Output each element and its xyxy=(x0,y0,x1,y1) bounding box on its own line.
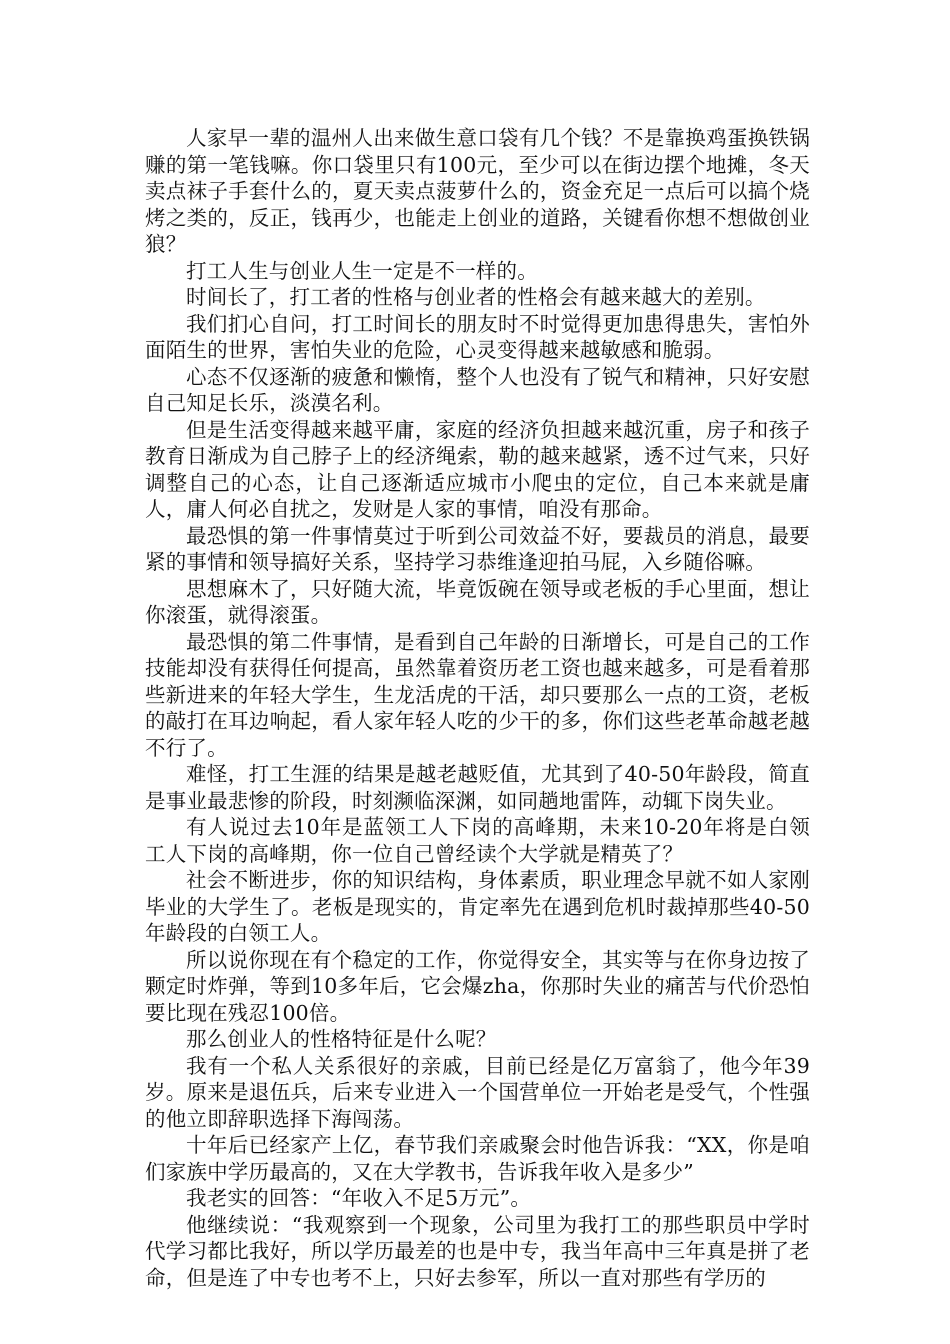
paragraph-16: 十年后已经家产上亿，春节我们亲戚聚会时他告诉我：“XX，你是咱们家族中学历最高的，又在大学教书，告诉我年收入是多少” xyxy=(145,1133,810,1184)
paragraph-17: 我老实的回答：“年收入不足5万元”。 xyxy=(186,1186,532,1210)
paragraph-11: 有人说过去10年是蓝领工人下岗的高峰期，未来10-20年将是白领工人下岗的高峰期，你一位自己曾经读个大学就是精英了？ xyxy=(145,815,810,866)
paragraph-6: 但是生活变得越来越平庸，家庭的经济负担越来越沉重，房子和孩子教育日渐成为自己脖子上的经济绳索，勒的越来越紧，透不过气来，只好调整自己的心态，让自己逐渐适应城市小爬虫的定位，自己本来就是庸人，庸人何必自扰之，发财是人家的事情，咱没有那命。 xyxy=(145,417,810,521)
paragraph-10: 难怪，打工生涯的结果是越老越贬值，尤其到了40-50年龄段，简直是事业最悲惨的阶段，时刻濒临深渊，如同趟地雷阵，动辄下岗失业。 xyxy=(145,762,810,813)
paragraph-1: 人家早一辈的温州人出来做生意口袋有几个钱？不是靠换鸡蛋换铁锅赚的第一笔钱嘛。你口袋里只有100元，至少可以在街边摆个地摊，冬天卖点袜子手套什么的，夏天卖点菠萝什么的，资金充足一点后可以搞个烧烤之类的，反正，钱再少，也能走上创业的道路，关键看你想不想做创业狼？ xyxy=(145,126,810,256)
paragraph-4: 我们扪心自问，打工时间长的朋友时不时觉得更加患得患失，害怕外面陌生的世界，害怕失业的危险，心灵变得越来越敏感和脆弱。 xyxy=(145,311,810,362)
paragraph-5: 心态不仅逐渐的疲惫和懒惰，整个人也没有了锐气和精神，只好安慰自己知足长乐，淡漠名利。 xyxy=(145,364,810,415)
paragraph-7: 最恐惧的第一件事情莫过于听到公司效益不好，要裁员的消息，最要紧的事情和领导搞好关系，坚持学习恭维逢迎拍马屁，入乡随俗嘛。 xyxy=(145,523,810,574)
paragraph-9: 最恐惧的第二件事情，是看到自己年龄的日渐增长，可是自己的工作技能却没有获得任何提高，虽然靠着资历老工资也越来越多，可是看着那些新进来的年轻大学生，生龙活虎的干活，却只要那么一点的工资，老板的敲打在耳边响起，看人家年轻人吃的少干的多，你们这些老革命越老越不行了。 xyxy=(145,629,810,760)
paragraph-13: 所以说你现在有个稳定的工作，你觉得安全，其实等与在你身边按了颗定时炸弹，等到10多年后，它会爆zha，你那时失业的痛苦与代价恐怕要比现在残忍100倍。 xyxy=(145,947,810,1025)
paragraph-8: 思想麻木了，只好随大流，毕竟饭碗在领导或老板的手心里面，想让你滚蛋，就得滚蛋。 xyxy=(145,576,810,627)
paragraph-3: 时间长了，打工者的性格与创业者的性格会有越来越大的差别。 xyxy=(186,285,766,309)
paragraph-14: 那么创业人的性格特征是什么呢？ xyxy=(186,1027,497,1051)
paragraph-2: 打工人生与创业人生一定是不一样的。 xyxy=(186,258,538,283)
document-body xyxy=(145,125,810,1291)
paragraph-18: 他继续说：“我观察到一个现象，公司里为我打工的那些职员中学时代学习都比我好，所以学历最差的也是中专，我当年高中三年真是拼了老命，但是连了中专也考不上，只好去参军，所以一直对那些有学历的 xyxy=(145,1212,810,1290)
paragraph-15: 我有一个私人关系很好的亲戚，目前已经是亿万富翁了，他今年39岁。原来是退伍兵，后来专业进入一个国营单位一开始老是受气，个性强的他立即辞职选择下海闯荡。 xyxy=(145,1053,810,1131)
paragraph-12: 社会不断进步，你的知识结构，身体素质，职业理念早就不如人家刚毕业的大学生了。老板是现实的，肯定率先在遇到危机时裁掉那些40-50年龄段的白领工人。 xyxy=(145,868,810,945)
